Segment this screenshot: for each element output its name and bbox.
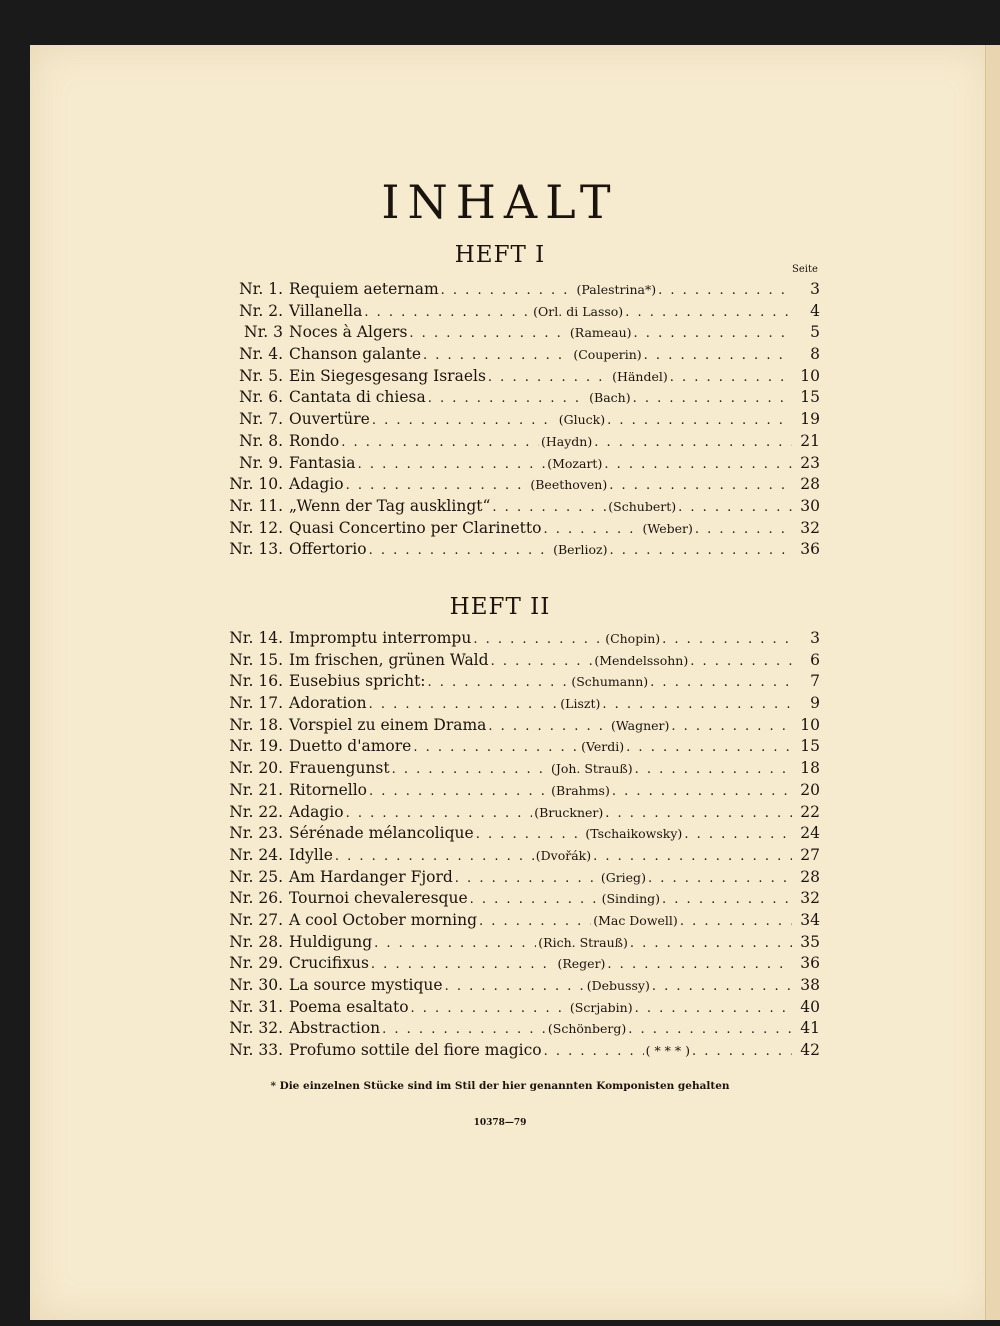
entry-number: Nr. 1. — [239, 280, 283, 298]
footnote: * Die einzelnen Stücke sind im Stil der hier genannten Komponisten gehalten — [270, 1080, 730, 1092]
entry-title: Adoration — [289, 694, 367, 713]
entry-title: Profumo sottile del fiore magico — [289, 1041, 542, 1060]
entry-title: Frauengunst — [289, 759, 390, 778]
leader-dots — [594, 435, 792, 450]
entry-composer: (Bach) — [589, 390, 631, 406]
entry-number: Nr. 7. — [239, 410, 283, 429]
leader-dots — [695, 522, 792, 537]
entry-number: Nr. 14. — [229, 629, 283, 647]
entry-number: Nr. 30. — [229, 976, 283, 994]
leader-dots — [690, 654, 792, 669]
toc-entry — [223, 629, 820, 651]
toc-entry — [223, 976, 820, 998]
entry-composer: (Mendelssohn) — [594, 652, 689, 668]
entry-page: 36 — [800, 540, 820, 559]
toc-entry — [223, 280, 820, 302]
entry-title: Impromptu interrompu — [289, 629, 472, 647]
entry-page: 8 — [810, 345, 820, 364]
leader-dots — [635, 1001, 792, 1016]
entry-page: 27 — [800, 845, 820, 864]
leader-dots — [346, 478, 529, 493]
toc-entry — [223, 933, 820, 955]
leader-dots — [341, 435, 539, 450]
entry-composer: (Sinding) — [601, 891, 661, 907]
leader-dots — [428, 675, 570, 690]
leader-dots — [662, 892, 792, 907]
leader-dots — [543, 522, 640, 537]
entry-page: 10 — [800, 715, 820, 734]
leader-dots — [658, 283, 792, 298]
entry-number: Nr. 3 — [244, 323, 283, 342]
entry-title: Quasi Concertino per Clarinetto — [289, 518, 542, 537]
toc-entry — [223, 345, 820, 367]
entry-number: Nr. 29. — [229, 954, 283, 973]
leader-dots — [644, 348, 792, 363]
entry-page: 28 — [800, 475, 820, 494]
entry-title: Rondo — [289, 431, 340, 450]
entry-title: Crucifixus — [289, 954, 369, 973]
entry-number: Nr. 26. — [229, 889, 283, 908]
toc-entry — [223, 846, 820, 868]
leader-dots — [479, 914, 591, 929]
entry-title: „Wenn der Tag ausklingt“ — [289, 496, 491, 515]
toc-entry — [223, 716, 820, 738]
leader-dots — [374, 936, 536, 951]
leader-dots — [476, 827, 584, 842]
entry-number: Nr. 4. — [239, 345, 283, 364]
entry-page: 36 — [800, 954, 820, 973]
leader-dots — [369, 697, 559, 712]
toc-entry — [223, 1019, 820, 1041]
leader-dots — [680, 914, 792, 929]
entry-number: Nr. 10. — [229, 475, 283, 494]
toc-entry — [223, 475, 820, 497]
leader-dots — [413, 740, 579, 755]
leader-dots — [382, 1022, 546, 1037]
entry-composer: (Tschaikowsky) — [585, 826, 683, 842]
entry-number: Nr. 32. — [229, 1019, 283, 1038]
entry-page: 42 — [800, 1041, 820, 1060]
leader-dots — [488, 370, 610, 385]
toc-entry — [223, 694, 820, 716]
entry-composer: (Couperin) — [573, 347, 642, 363]
entry-page: 32 — [800, 889, 820, 908]
toc-entry — [223, 454, 820, 476]
leader-dots — [607, 413, 792, 428]
entry-composer: (Orl. di Lasso) — [533, 303, 624, 319]
entry-title: Tournoi chevaleresque — [289, 889, 468, 908]
entry-number: Nr. 16. — [229, 672, 283, 691]
entry-title: Abstraction — [289, 1019, 381, 1038]
toc-entry — [223, 497, 820, 519]
entry-number: Nr. 20. — [229, 759, 283, 778]
toc-entry — [223, 998, 820, 1020]
leader-dots — [491, 654, 593, 669]
entry-title: Cantata di chiesa — [289, 388, 426, 407]
toc-entry — [223, 781, 820, 803]
leader-dots — [609, 543, 792, 558]
entry-title: Ouvertüre — [289, 410, 370, 429]
entry-page: 15 — [800, 737, 820, 756]
page-title: INHALT — [381, 175, 619, 229]
entry-page: 18 — [800, 759, 820, 778]
entry-composer: (Schubert) — [608, 498, 677, 514]
entry-page: 32 — [800, 518, 820, 537]
seite-label: Seite — [792, 264, 818, 275]
leader-dots — [626, 740, 792, 755]
leader-dots — [455, 871, 599, 886]
page-edge — [985, 45, 1000, 1320]
leader-dots — [684, 827, 792, 842]
entry-composer: (Grieg) — [600, 869, 646, 885]
entry-number: Nr. 23. — [229, 824, 283, 843]
leader-dots — [441, 283, 575, 298]
leader-dots — [662, 632, 792, 647]
entry-composer: (Schönberg) — [547, 1021, 627, 1037]
toc-entry — [223, 868, 820, 890]
leader-dots — [346, 806, 533, 821]
entry-title: Ritornello — [289, 780, 367, 799]
entry-composer: (Reger) — [557, 956, 606, 972]
leader-dots — [409, 326, 567, 341]
entry-composer: (Rich. Strauß) — [538, 934, 628, 950]
entry-number: Nr. 19. — [229, 737, 283, 756]
toc-entry — [223, 410, 820, 432]
entry-title: Requiem aeternam — [289, 280, 439, 298]
entry-page: 34 — [800, 910, 820, 929]
entry-page: 40 — [800, 997, 820, 1016]
entry-number: Nr. 31. — [229, 997, 283, 1016]
entry-composer: (Chopin) — [605, 631, 661, 646]
toc-entry — [223, 540, 820, 562]
entry-title: Adagio — [289, 475, 344, 494]
entry-composer: (Haydn) — [541, 433, 593, 449]
leader-dots — [630, 936, 792, 951]
entry-composer: (Rameau) — [569, 325, 632, 341]
entry-title: A cool October morning — [289, 910, 478, 929]
entry-page: 9 — [810, 694, 820, 713]
heft-1-list — [223, 280, 820, 562]
entry-page: 5 — [810, 323, 820, 342]
entry-number: Nr. 9. — [239, 453, 283, 472]
leader-dots — [628, 1022, 792, 1037]
leader-dots — [634, 326, 792, 341]
entry-composer: (Brahms) — [551, 782, 610, 798]
entry-title: Offertorio — [289, 540, 367, 559]
entry-composer: (Wagner) — [611, 717, 670, 733]
toc-entry — [223, 759, 820, 781]
entry-page: 24 — [800, 824, 820, 843]
plate-number: 10378—79 — [473, 1118, 527, 1128]
leader-dots — [392, 762, 549, 777]
entry-page: 21 — [800, 431, 820, 450]
leader-dots — [625, 305, 792, 320]
leader-dots — [692, 1044, 792, 1059]
entry-title: Chanson galante — [289, 345, 422, 364]
entry-number: Nr. 28. — [229, 932, 283, 951]
toc-entry — [223, 672, 820, 694]
entry-page: 15 — [800, 388, 820, 407]
leader-dots — [604, 457, 792, 472]
entry-number: Nr. 6. — [239, 388, 283, 407]
leader-dots — [445, 979, 585, 994]
leader-dots — [492, 500, 606, 515]
entry-title: Villanella — [289, 301, 363, 320]
entry-composer: (Verdi) — [581, 739, 625, 755]
leader-dots — [602, 697, 792, 712]
entry-composer: (Mozart) — [547, 455, 603, 471]
entry-composer: (Joh. Strauß) — [550, 761, 633, 777]
leader-dots — [605, 806, 792, 821]
leader-dots — [470, 892, 600, 907]
leader-dots — [369, 543, 552, 558]
entry-page: 35 — [800, 932, 820, 951]
leader-dots — [648, 871, 792, 886]
entry-composer: (Bruckner) — [534, 804, 604, 820]
entry-page: 30 — [800, 496, 820, 515]
entry-composer: (Weber) — [642, 520, 693, 536]
entry-composer: (Mac Dowell) — [593, 912, 678, 928]
entry-title: Huldigung — [289, 932, 373, 951]
toc-entry — [223, 889, 820, 911]
entry-composer: (Beethoven) — [530, 477, 608, 493]
leader-dots — [652, 979, 792, 994]
entry-number: Nr. 18. — [229, 715, 283, 734]
toc-entry — [223, 737, 820, 759]
leader-dots — [635, 762, 792, 777]
entry-composer: (Debussy) — [586, 978, 650, 993]
toc-entry — [223, 302, 820, 324]
entry-page: 3 — [810, 280, 820, 298]
toc-entry — [223, 388, 820, 410]
entry-number: Nr. 27. — [229, 910, 283, 929]
leader-dots — [612, 784, 792, 799]
entry-page: 38 — [800, 976, 820, 994]
entry-number: Nr. 12. — [229, 518, 283, 537]
toc-entry — [223, 519, 820, 541]
leader-dots — [428, 391, 587, 406]
leader-dots — [544, 1044, 644, 1059]
entry-page: 20 — [800, 780, 820, 799]
toc-entry — [223, 954, 820, 976]
entry-composer: (Berlioz) — [553, 542, 608, 558]
entry-number: Nr. 15. — [229, 650, 283, 669]
entry-page: 19 — [800, 410, 820, 429]
entry-page: 7 — [810, 672, 820, 691]
entry-page: 41 — [800, 1019, 820, 1038]
leader-dots — [488, 719, 609, 734]
entry-page: 10 — [800, 366, 820, 385]
entry-title: Vorspiel zu einem Drama — [289, 715, 487, 734]
leader-dots — [607, 957, 792, 972]
entry-title: Sérénade mélancolique — [289, 824, 474, 843]
toc-entry — [223, 651, 820, 673]
entry-composer: (Gluck) — [558, 412, 606, 428]
entry-page: 4 — [810, 301, 820, 320]
leader-dots — [369, 784, 549, 799]
entry-number: Nr. 8. — [239, 431, 283, 450]
entry-number: Nr. 22. — [229, 802, 283, 821]
leader-dots — [371, 957, 556, 972]
leader-dots — [678, 500, 792, 515]
entry-page: 23 — [800, 453, 820, 472]
entry-composer: (Schumann) — [571, 674, 649, 690]
entry-title: Eusebius spricht: — [289, 672, 426, 691]
leader-dots — [358, 457, 546, 472]
leader-dots — [609, 478, 792, 493]
entry-page: 28 — [800, 867, 820, 886]
toc-entry — [223, 911, 820, 933]
entry-page: 22 — [800, 802, 820, 821]
entry-composer: ( * * * ) — [645, 1043, 690, 1059]
leader-dots — [423, 348, 571, 363]
entry-number: Nr. 17. — [229, 694, 283, 713]
leader-dots — [633, 391, 792, 406]
entry-composer: (Liszt) — [560, 696, 601, 712]
toc-entry — [223, 1041, 820, 1063]
entry-composer: (Dvořák) — [535, 847, 592, 863]
entry-number: Nr. 13. — [229, 540, 283, 559]
entry-composer: (Scrjabin) — [569, 999, 633, 1015]
toc-entry — [223, 803, 820, 825]
entry-title: La source mystique — [289, 976, 443, 994]
entry-number: Nr. 24. — [229, 845, 283, 864]
entry-number: Nr. 5. — [239, 366, 283, 385]
toc-entry — [223, 367, 820, 389]
entry-title: Noces à Algers — [289, 323, 408, 342]
entry-title: Am Hardanger Fjord — [289, 867, 453, 886]
entry-number: Nr. 2. — [239, 301, 283, 320]
toc-entry — [223, 323, 820, 345]
entry-number: Nr. 11. — [229, 496, 283, 515]
heft-2-list — [223, 629, 820, 1063]
entry-number: Nr. 33. — [229, 1041, 283, 1060]
entry-page: 3 — [810, 629, 820, 647]
entry-composer: (Händel) — [612, 368, 668, 384]
entry-title: Im frischen, grünen Wald — [289, 650, 489, 669]
leader-dots — [593, 849, 792, 864]
leader-dots — [650, 675, 792, 690]
entry-composer: (Palestrina*) — [576, 282, 657, 297]
leader-dots — [335, 849, 534, 864]
leader-dots — [372, 413, 557, 428]
entry-title: Duetto d'amore — [289, 737, 412, 756]
toc-entry — [223, 432, 820, 454]
entry-title: Adagio — [289, 802, 344, 821]
leader-dots — [670, 370, 792, 385]
entry-title: Poema esaltato — [289, 997, 409, 1016]
entry-title: Ein Siegesgesang Israels — [289, 366, 486, 385]
leader-dots — [473, 632, 603, 647]
entry-page: 6 — [810, 650, 820, 669]
heft-1-heading: HEFT I — [454, 242, 546, 268]
entry-title: Fantasia — [289, 453, 356, 472]
leader-dots — [411, 1001, 568, 1016]
leader-dots — [364, 305, 531, 320]
toc-entry — [223, 824, 820, 846]
heft-2-heading: HEFT II — [449, 594, 551, 620]
entry-number: Nr. 21. — [229, 780, 283, 799]
leader-dots — [671, 719, 792, 734]
entry-title: Idylle — [289, 845, 333, 864]
entry-number: Nr. 25. — [229, 867, 283, 886]
